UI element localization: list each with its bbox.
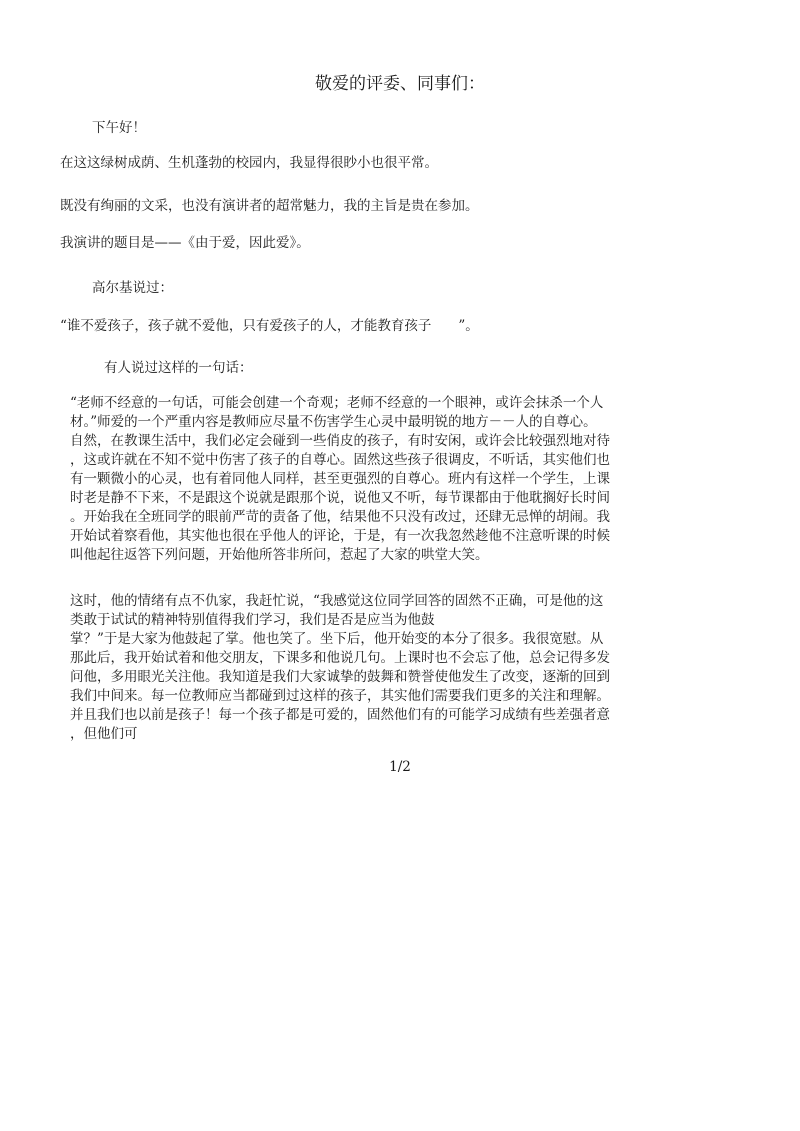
paragraph-line: 时老是静不下来，不是跟这个说就是跟那个说，说他又不听，每节课都由于他耽搁好长时间 — [70, 490, 610, 506]
quote-line: “谁不爱孩子，孩子就不爱他，只有爱孩子的人，才能教育孩子 ”。 — [60, 318, 479, 334]
paragraph-line: 材。”师爱的一个严重内容是教师应尽量不伤害学生心灵中最明锐的地方－－人的自尊心。 — [70, 414, 597, 430]
page-number: 1/2 — [389, 759, 411, 775]
greeting: 下午好！ — [92, 120, 146, 136]
paragraph-line: 我们中间来。每一位教师应当都碰到过这样的孩子，其实他们需要我们更多的关注和理解。 — [70, 688, 610, 704]
page-title: 敬爱的评委、同事们： — [315, 74, 485, 94]
paragraph-line: 那此后，我开始试着和他交朋友，下课多和他说几句。上课时也不会忘了他，总会记得多发 — [70, 650, 610, 666]
paragraph-line: ，但他们可 — [70, 726, 138, 742]
paragraph-line: 。开始我在全班同学的眼前严苛的责备了他，结果他不只没有改过，还肆无忌惮的胡闹。我 — [70, 509, 610, 525]
paragraph-line: 开始试着察看他，其实他也很在乎他人的评论，于是，有一次我忽然趁他不注意听课的时候 — [70, 528, 610, 544]
paragraph-line: 有一颗微小的心灵，也有着同他人同样，甚至更强烈的自尊心。班内有这样一个学生，上课 — [70, 471, 610, 487]
paragraph-line: ，这或许就在不知不觉中伤害了孩子的自尊心。固然这些孩子很调皮，不听话，其实他们也 — [70, 452, 610, 468]
text-line: 既没有绚丽的文采，也没有演讲者的超常魅力，我的主旨是贵在参加。 — [60, 198, 479, 214]
paragraph-line: 并且我们也以前是孩子！每一个孩子都是可爱的，固然他们有的可能学习成绩有些差强者意 — [70, 707, 610, 723]
text-line: 我演讲的题目是——《由于爱，因此爱》。 — [60, 235, 310, 251]
text-line: 在这这绿树成荫、生机蓬勃的校园内，我显得很眇小也很平常。 — [60, 155, 438, 171]
paragraph-line: 这时，他的情绪有点不仇家，我赶忙说，“我感觉这位同学回答的固然不正确，可是他的这 — [70, 593, 604, 609]
paragraph-line: 类敢于试试的精神特别值得我们学习，我们是否是应当为他鼓 — [70, 612, 435, 628]
paragraph-line: “老师不经意的一句话，可能会创建一个奇观；老师不经意的一个眼神，或许会抹杀一个人 — [70, 395, 604, 411]
text-line: 高尔基说过： — [92, 280, 173, 296]
paragraph-line: 掌？”于是大家为他鼓起了掌。他也笑了。坐下后，他开始变的本分了很多。我很宽慰。从 — [70, 631, 604, 647]
paragraph — [70, 394, 610, 565]
paragraph-line: 自然，在教课生活中，我们必定会碰到一些俏皮的孩子，有时安闲，或许会比较强烈地对待 — [70, 433, 610, 449]
paragraph — [70, 592, 610, 744]
paragraph-line: 问他，多用眼光关注他。我知道是我们大家诚挚的鼓舞和赞誉使他发生了改变，逐渐的回到 — [70, 669, 610, 685]
paragraph-line: 叫他起往返答下列问题，开始他所答非所问，惹起了大家的哄堂大笑。 — [70, 547, 489, 563]
text-line: 有人说过这样的一句话： — [104, 360, 253, 376]
